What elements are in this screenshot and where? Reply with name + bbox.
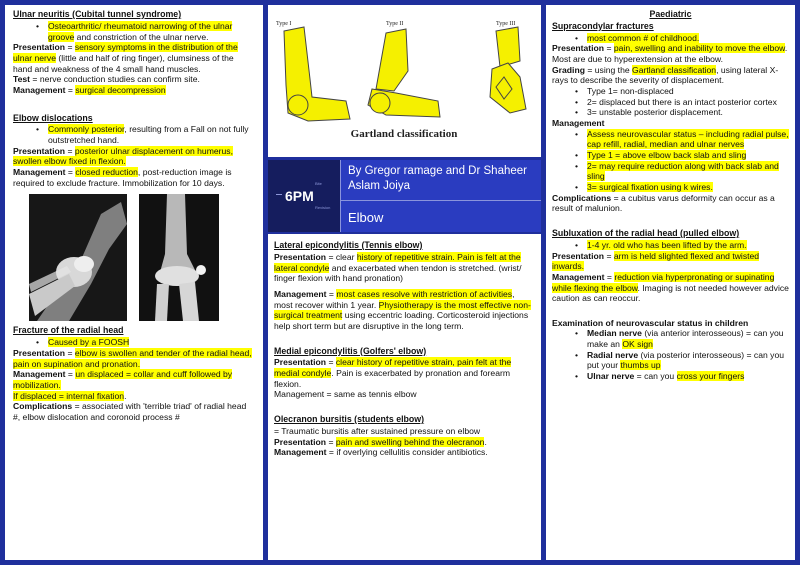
- supracondylar-grading: Grading = using the Gartland classification, using lateral X-rays to describe the severity of displacement.: [552, 64, 779, 86]
- radial-head-management: Management = un displaced = collar and cuff followed by mobilization. If displaced = internal fixation.: [13, 369, 233, 401]
- list-item: • Osteoarthritic/ rheumatoid narrowing of the ulnar groove and constriction of the ulnar nerve.: [13, 21, 255, 42]
- xray-ap-image: [139, 194, 219, 321]
- olecranon-definition: = Traumatic bursitis after sustained pressure on elbow: [274, 425, 481, 436]
- pulled-elbow-management: Management = reduction via hyperpronating or supinating while flexing the elbow. Imaging is not needed however advice caution as can reoccur.: [552, 271, 789, 304]
- list-item: • 3= surgical fixation using k wires.: [552, 182, 789, 193]
- supracondylar-heading: Supracondylar fractures: [552, 20, 654, 31]
- column-right: [546, 5, 795, 560]
- gartland-type2-label: Type II: [386, 21, 404, 27]
- list-item: • Type 1= non-displaced: [552, 86, 789, 97]
- gartland-caption: Gartland classification: [350, 128, 458, 140]
- radial-head-fracture-heading: Fracture of the radial head: [13, 325, 124, 336]
- authors: By Gregor ramage and Dr Shaheer Aslam Joiya: [348, 165, 527, 192]
- lateral-management: Management = most cases resolve with restriction of activities, most recover within 1 year. Physiotherapy is the most effective non-surgical treatment using eccentric loading. Corticosteroid injections help short term but are disruptive in the long term.: [274, 288, 531, 331]
- medial-epicondylitis-heading: Medial epicondylitis (Golfers' elbow): [274, 345, 427, 356]
- ulnar-neuritis-bullets: [13, 21, 255, 42]
- gartland-type3-label: Type III: [496, 21, 516, 27]
- supracondylar-management-label: Management: [552, 118, 605, 129]
- olecranon-presentation: Presentation = pain and swelling behind the olecranon.: [274, 436, 487, 447]
- medial-presentation: Presentation = clear history of repetitive strain, pain felt at the medial condyle. Pain is exacerbated by pronation and forearm flexion.: [274, 357, 512, 389]
- xray-images: [29, 194, 255, 321]
- dislocation-presentation: Presentation = posterior ulnar displacement on humerus, swollen elbow fixed in flexion.: [13, 145, 233, 167]
- gartland-figure: [268, 5, 541, 157]
- pulled-elbow-presentation: Presentation = arm is held slighted flexed and twisted inwards.: [552, 250, 760, 272]
- list-item: • Median nerve (via anterior interosseous) = can you make an OK sign: [552, 328, 789, 349]
- logo-text: 6PM: [285, 188, 314, 204]
- ulnar-neuritis-heading: Ulnar neuritis (Cubital tunnel syndrome): [13, 9, 182, 19]
- neurovascular-list: [552, 328, 789, 381]
- column-left: [5, 5, 263, 560]
- lateral-presentation: Presentation = clear history of repetitive strain. Pain is felt at the lateral condyle and exacerbated when tendon is stretched. (wrist/ finger flexion with hand pronation): [274, 251, 522, 284]
- list-item: • Caused by a FOOSH: [13, 337, 255, 348]
- ulnar-management: Management = surgical decompression: [13, 84, 166, 95]
- list-item: • 2= displaced but there is an intact posterior cortex: [552, 97, 789, 108]
- list-item: • Radial nerve (via posterior interosseous) = can you put your thumbs up: [552, 350, 789, 371]
- page-title: Elbow: [348, 210, 384, 225]
- radial-head-complications: Complications = associated with 'terrible triad' of radial head #, elbow dislocation and coronoid process #: [13, 401, 247, 422]
- pulled-elbow-heading: Subluxation of the radial head (pulled elbow): [552, 227, 740, 238]
- paediatric-heading: Paediatric: [649, 9, 692, 19]
- list-item: • Commonly posterior, resulting from a Fall on not fully outstretched hand.: [13, 124, 255, 145]
- list-item: • 1-4 yr. old who has been lifted by the arm.: [552, 240, 789, 251]
- supracondylar-complications: Complications = a cubitus varus deformity can occur as a result of malunion.: [552, 192, 775, 214]
- radial-head-presentation: Presentation = elbow is swollen and tender of the radial head, pain on supination and pronation.: [13, 347, 252, 369]
- logo-small-text: Bite: [315, 181, 322, 186]
- logo-subtext: Revision: [315, 205, 331, 210]
- elbow-dislocations-heading: Elbow dislocations: [13, 112, 93, 123]
- list-item: • Assess neurovascular status – including radial pulse, cap refill, radial, median and ulnar nerves: [552, 129, 789, 150]
- gartland-type1-label: Type I: [276, 21, 292, 27]
- supracondylar-presentation: Presentation = pain, swelling and inability to move the elbow. Most are due to hyperextension at the elbow.: [552, 43, 788, 65]
- list-item: • Ulnar nerve = can you cross your fingers: [552, 371, 789, 382]
- ulnar-presentation: Presentation = sensory symptoms in the distribution of the ulnar nerve (little and half of ring finger), clumsiness of the hand and weakness of the 4 small hand muscles.: [13, 42, 238, 74]
- list-item: • most common # of childhood.: [552, 33, 789, 44]
- title-block: [268, 160, 541, 232]
- xray-lateral-image: [29, 194, 127, 321]
- logo: [268, 160, 340, 232]
- olecranon-management: Management = if overlying cellulitis consider antibiotics.: [274, 447, 488, 458]
- neurovascular-heading: Examination of neurovascular status in children: [552, 317, 749, 328]
- list-item: • 3= unstable posterior displacement.: [552, 107, 789, 118]
- list-item: • Type 1 = above elbow back slab and sling: [552, 150, 789, 161]
- ulnar-test: Test = nerve conduction studies can confirm site.: [13, 74, 200, 85]
- medial-management: Management = same as tennis elbow: [274, 389, 417, 400]
- column-middle: [268, 234, 541, 560]
- list-item: • 2= may require reduction along with back slab and sling: [552, 161, 789, 182]
- lateral-epicondylitis-heading: Lateral epicondylitis (Tennis elbow): [274, 240, 423, 250]
- olecranon-bursitis-heading: Olecranon bursitis (students elbow): [274, 414, 425, 425]
- dislocation-management: Management = closed reduction, post-reduction image is required to exclude fracture. Immobilization for 10 days.: [13, 167, 232, 188]
- management-list: [552, 129, 789, 193]
- grading-list: [552, 86, 789, 118]
